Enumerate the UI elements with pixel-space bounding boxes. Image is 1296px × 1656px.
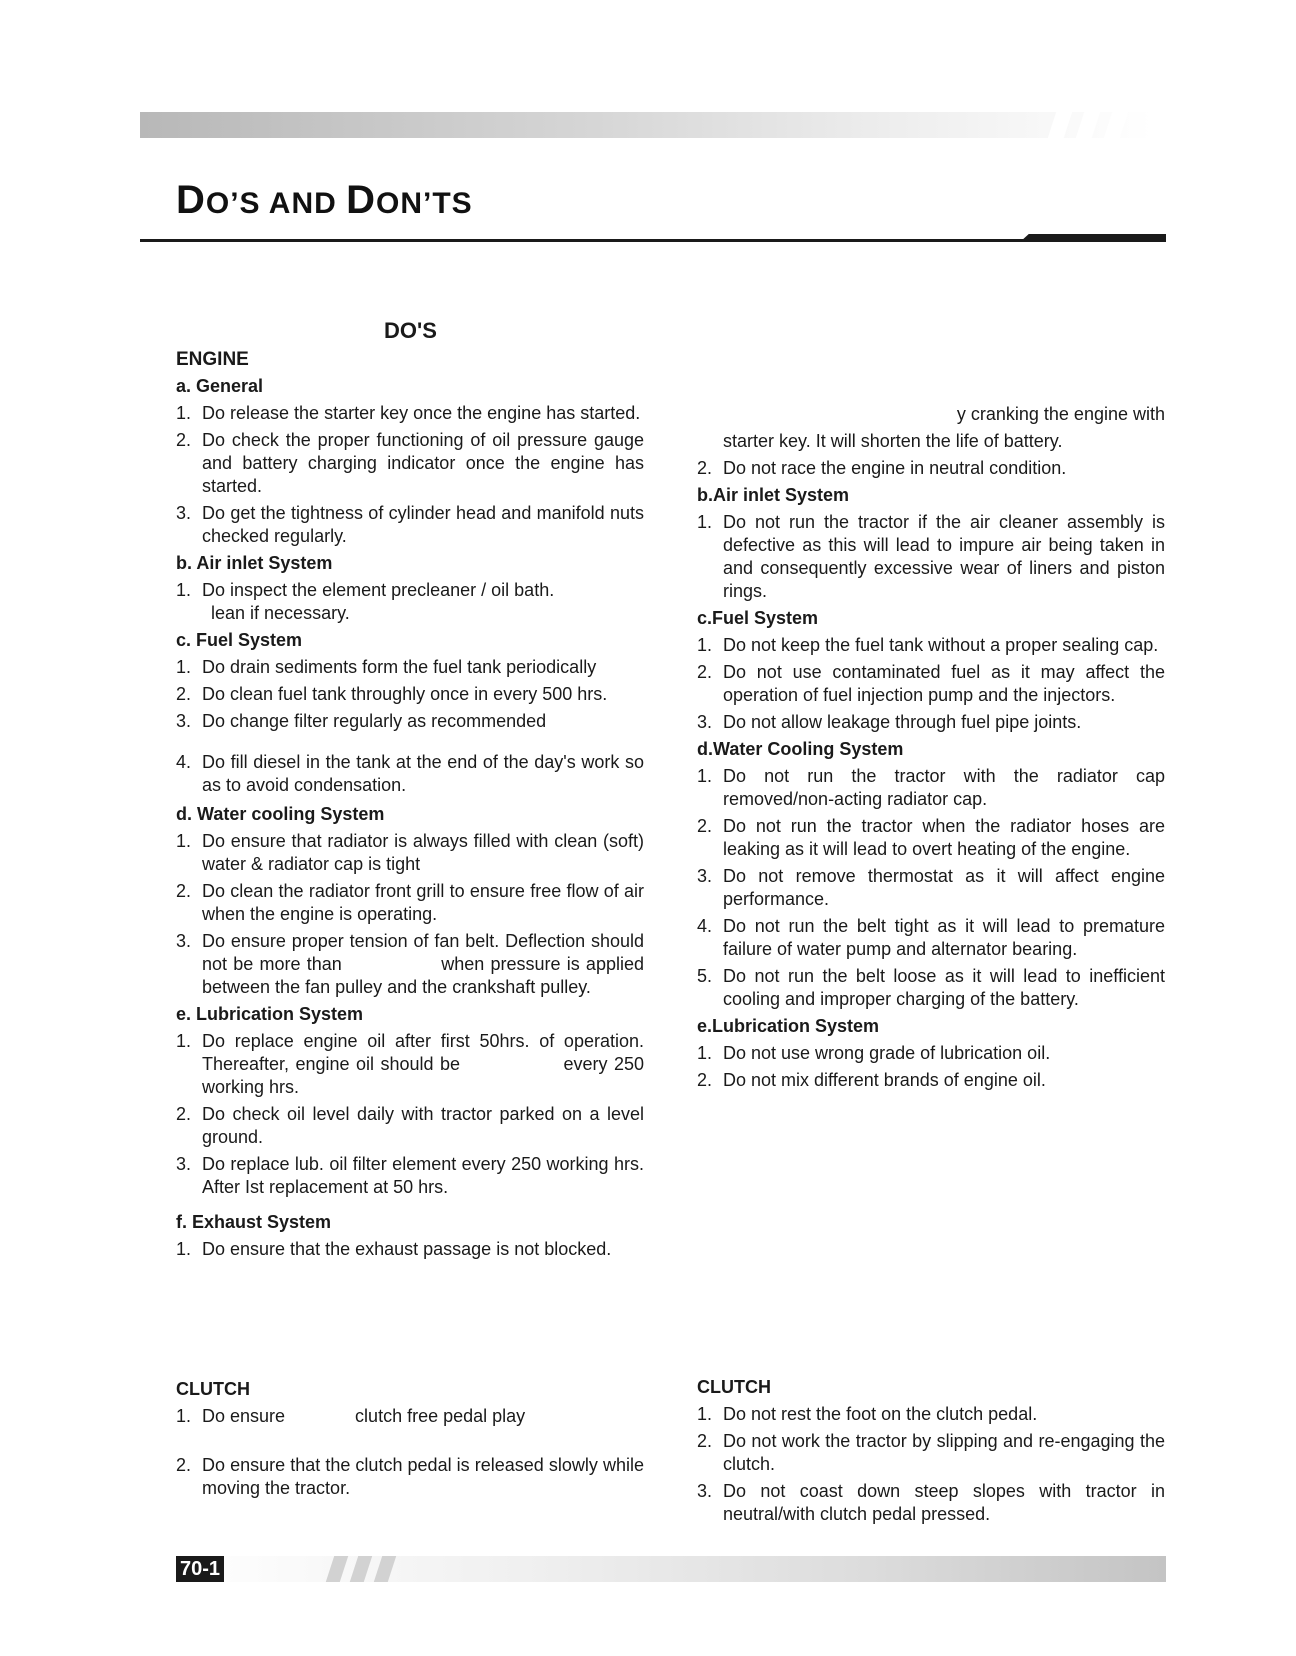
list-item: 2. Do not mix different brands of engine oil. bbox=[697, 1070, 1046, 1090]
list-item: 1. Do ensure that radiator is always filled with clean (soft) water & radiator cap is tight bbox=[176, 831, 644, 874]
list-item: 3. Do change filter regularly as recommended bbox=[176, 711, 547, 731]
list-item: 2. Do ensure that the clutch pedal is released slowly while moving the tractor. bbox=[176, 1455, 644, 1498]
list-item: 1. Do replace engine oil after first 50hrs. of operation. Thereafter, engine oil should be every 250 working hrs. bbox=[176, 1031, 650, 1097]
list-item: 2. Do not run the tractor when the radiator hoses are leaking as it will lead to overt heating of the engine. bbox=[697, 816, 1165, 859]
list-item-continuation: y cranking the engine with bbox=[956, 404, 1165, 424]
donts-column bbox=[697, 403, 1165, 1096]
page-title: DO’S AND DON’TS bbox=[176, 178, 473, 222]
list-item: 2. Do not work the tractor by slipping and re-engaging the clutch. bbox=[697, 1431, 1165, 1474]
list-item: 1. Do not run the tractor if the air cleaner assembly is defective as this will lead to impure air being taken in and consequently excessive wear of liners and piston rings. bbox=[697, 512, 1165, 601]
list-item: 3. Do replace lub. oil filter element every 250 working hrs. After Ist replacement at 50 hrs. bbox=[176, 1154, 644, 1197]
subsection-heading-air-inlet: b. Air inlet System bbox=[176, 553, 333, 573]
list-item: 1. Do ensure that the exhaust passage is not blocked. bbox=[176, 1239, 612, 1259]
section-heading-clutch: CLUTCH bbox=[176, 1379, 250, 1399]
dos-column bbox=[176, 348, 650, 1265]
list-item: 1. Do inspect the element precleaner / oil bath. bbox=[176, 580, 555, 600]
list-item: 2. Do clean the radiator front grill to ensure free flow of air when the engine is operating. bbox=[176, 881, 644, 924]
subsection-heading-fuel: c. Fuel System bbox=[176, 630, 303, 650]
subsection-heading-exhaust: f. Exhaust System bbox=[176, 1212, 332, 1232]
list-item: 1. Do not use wrong grade of lubrication oil. bbox=[697, 1043, 1051, 1063]
subsection-heading-lubrication: e.Lubrication System bbox=[697, 1016, 880, 1036]
list-item: 4. Do fill diesel in the tank at the end of the day's work so as to avoid condensation. bbox=[176, 752, 644, 795]
list-item-continuation: lean if necessary. bbox=[211, 603, 350, 623]
title-rule bbox=[140, 239, 1166, 242]
dos-heading: DO'S bbox=[384, 318, 437, 343]
section-heading-engine: ENGINE bbox=[176, 349, 249, 370]
list-item: 3. Do not remove thermostat as it will affect engine performance. bbox=[697, 866, 1165, 909]
subsection-heading-water-cooling: d. Water cooling System bbox=[176, 804, 385, 824]
list-item: 1. Do not rest the foot on the clutch pedal. bbox=[697, 1404, 1038, 1424]
header-band-stripe bbox=[1048, 112, 1072, 138]
subsection-heading-lubrication: e. Lubrication System bbox=[176, 1004, 364, 1024]
subsection-heading-air-inlet: b.Air inlet System bbox=[697, 485, 850, 505]
list-item: 1. Do not keep the fuel tank without a proper sealing cap. bbox=[697, 635, 1159, 655]
list-item: 3. Do not coast down steep slopes with tractor in neutral/with clutch pedal pressed. bbox=[697, 1481, 1165, 1524]
footer-band-stripe bbox=[350, 1556, 372, 1582]
list-item: 3. Do get the tightness of cylinder head and manifold nuts checked regularly. bbox=[176, 503, 644, 546]
list-item: 5. Do not run the belt loose as it will lead to inefficient cooling and improper charging of the battery. bbox=[697, 966, 1165, 1009]
subsection-heading-water-cooling: d.Water Cooling System bbox=[697, 739, 904, 759]
header-band-stripe bbox=[1076, 112, 1100, 138]
title-rule-accent bbox=[1020, 234, 1166, 242]
list-item: 2. Do not race the engine in neutral condition. bbox=[697, 458, 1067, 478]
list-item: 2. Do clean fuel tank throughly once in every 500 hrs. bbox=[176, 684, 608, 704]
section-heading-clutch: CLUTCH bbox=[697, 1377, 771, 1397]
subsection-heading-general: a. General bbox=[176, 376, 264, 396]
clutch-dos-section bbox=[176, 1378, 644, 1504]
list-item: 1. Do drain sediments form the fuel tank periodically bbox=[176, 657, 597, 677]
footer-band-stripe bbox=[326, 1556, 348, 1582]
list-item-continuation: starter key. It will shorten the life of battery. bbox=[723, 431, 1063, 451]
list-item: 3. Do not allow leakage through fuel pipe joints. bbox=[697, 712, 1082, 732]
list-item: 2. Do check oil level daily with tractor parked on a level ground. bbox=[176, 1104, 644, 1147]
header-band bbox=[140, 112, 1152, 138]
clutch-donts-section bbox=[697, 1376, 1165, 1530]
footer-band bbox=[176, 1556, 1166, 1582]
list-item: 3. Do ensure proper tension of fan belt. Deflection should not be more than when pressure is applied between the fan pulley and the crankshaft pulley. bbox=[176, 931, 650, 997]
page-number: 70-1 bbox=[176, 1556, 224, 1582]
header-band-stripe bbox=[1104, 112, 1128, 138]
footer-band-stripe bbox=[374, 1556, 396, 1582]
list-item: 1. Do ensure clutch free pedal play bbox=[176, 1406, 526, 1426]
list-item: 1. Do release the starter key once the engine has started. bbox=[176, 403, 641, 423]
list-item: 1. Do not run the tractor with the radiator cap removed/non-acting radiator cap. bbox=[697, 766, 1165, 809]
subsection-heading-fuel: c.Fuel System bbox=[697, 608, 819, 628]
list-item: 4. Do not run the belt tight as it will lead to premature failure of water pump and alternator bearing. bbox=[697, 916, 1165, 959]
list-item: 2. Do not use contaminated fuel as it may affect the operation of fuel injection pump and the injectors. bbox=[697, 662, 1165, 705]
list-item: 2. Do check the proper functioning of oil pressure gauge and battery charging indicator once the engine has started. bbox=[176, 430, 644, 496]
